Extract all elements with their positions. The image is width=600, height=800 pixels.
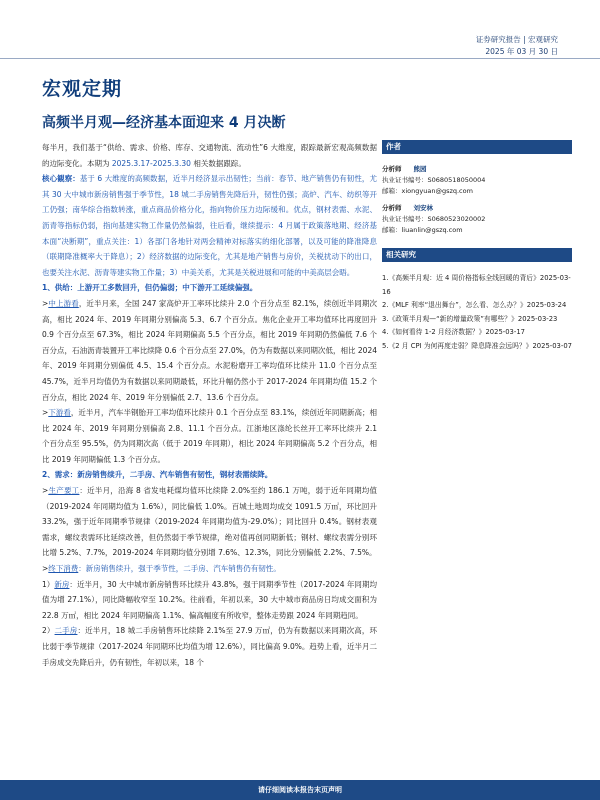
second-hand-text: ：近半月，18 城二手房销售环比续降 2.1%至 27.9 万㎡，仍为有数据以来同期次高，环比弱于季节规律（2017-2024 年同期环比均值为增 12.6%），同比偏高 9.0%。趋势上看，近半月二手房成交先降后升，仍有韧性，年初以来，18 个 (42, 626, 378, 667)
bullet-marker: > (42, 486, 49, 496)
related-item[interactable]: 4.《如何看待 1-2 月经济数据？》2025-03-17 (382, 328, 525, 336)
related-list (382, 272, 572, 353)
related-item[interactable]: 2.《MLF 利率“退出舞台”，怎么看、怎么办？》2025-03-24 (382, 301, 567, 309)
intro-paragraph (42, 140, 377, 171)
footer-disclaimer: 请仔细阅读本报告末页声明 (0, 780, 600, 800)
analyst-email[interactable]: 邮箱：liuanlin@gszq.com (382, 226, 463, 234)
analyst-role: 分析师 (382, 204, 402, 212)
analyst-name: 刘安林 (413, 204, 433, 212)
header-divider (0, 58, 600, 59)
new-home-label: 新房 (54, 579, 70, 589)
intro-date-range: 2025.3.17-2025.3.30 (111, 158, 191, 168)
intro-text-b: 相关数据跟踪。 (190, 158, 246, 168)
series-brand: 宏观定期 (42, 78, 123, 100)
analyst-name: 熊园 (413, 165, 427, 173)
demand-consumption-text: ：新房销售续升，强于季节性，二手房、汽车销售仍有韧性。 (78, 564, 281, 574)
demand-consumption-label: 终下消费 (48, 564, 79, 574)
related-item[interactable]: 5.《2 月 CPI 为何再度走弱？降息降准会远吗？》2025-03-07 (382, 341, 572, 350)
related-item[interactable]: 3.《政策半月观—“新的增量政策”有哪些？》2025-03-23 (382, 314, 558, 323)
analyst-email[interactable]: 邮箱：xiongyuan@gszq.com (382, 187, 473, 195)
demand-production-text: ：近半月，沿海 8 省发电耗煤均值环比续降 2.0%至约 186.1 万吨，弱于近年同期均值（2019-2024 年同期均值为 1.6%），同比偏低 1.0%。百城土地周均成交 1091.5 万㎡，环比回升 33.2%，强于近年同期季节规律（2019-2024 年同期均值为-29.0%）；同比回升 0.4%。钢材表观需求，螺纹表需环比延续改善，但仍然弱于季节规律，绝对值再创同期新低；钢材、螺纹表需分别环比增 5.2%、7.7%，2019-2024 年同期均值分别增 7.6%、12.3%，同比分别偏低 2.2%、7.5%。 (42, 486, 378, 558)
demand-consumption (42, 561, 377, 577)
supply-downstream-text: ，近半月，汽车半钢胎开工率均值环比续升 0.1 个百分点至 83.1%，续创近年同期新高；相比 2024 年、2019 年同期分别偏高 2.8、11.1 个百分点。江浙地区涤纶长丝开工率环比续升 2.1 个百分点至 95.5%，仍为同期次高（低于 2019 年同期），相比 2024 年同期偏高 5.2 个百分点，相比 2019 年同期偏低 1.3 个百分点。 (42, 408, 377, 464)
intro-text-a: 每半月，我们基于“供给、需求、价格、库存、交通物流、流动性”6 大维度，跟踪最新宏观高频数据的边际变化。本期为 (42, 143, 377, 168)
core-observation-text: 基于 6 大维度的高频数据，近半月经济显示出韧性；当前：春节、地产销售仍有韧性，尤其 30 大中城市新房销售强于季节性，18 城二手房销售先降后升，韧性仍强；高炉、汽车、纺织等开工仍强；南华综合指数转涨，重点商品价格分化，指向物价压力边际缓和。优点，钢材表需、水泥、沥青等指标仍弱，指向基建实物工作量仍然偏弱，往后看，继续提示：4 月属于政策落地期、经济基本面“决断期”，重点关注：1）各部门各地针对两会精神对标落实的细化部署，以及可能的降准降息（联期降准概率大于降息）；2）经济数据的边际变化，尤其是地产销售与房价，关税扰动下的出口，也要关注水泥、沥青等建实物工作量；3）中美关系，尤其是关税进展和可能的中美高层会晤。 (42, 174, 377, 277)
bullet-marker: > (42, 408, 49, 418)
bullet-marker: > (42, 298, 49, 308)
demand-production-label: 生产要工 (48, 486, 80, 496)
supply-downstream-label: 下游看 (48, 408, 71, 418)
analyst-block (382, 164, 572, 197)
main-body (42, 140, 377, 670)
analyst-cert: 执业证书编号：S0680518050004 (382, 176, 486, 184)
related-item[interactable]: 1.《高频半月观：近 4 周价格指标全线回暖的背后》2025-03-16 (382, 274, 571, 296)
core-observation-label: 核心観察： (42, 174, 80, 184)
core-observation (42, 171, 377, 280)
supply-downstream (42, 405, 377, 467)
analyst-block (382, 203, 572, 236)
supply-upstream-label: 中上游看 (48, 298, 79, 308)
item-index: 2） (42, 626, 55, 636)
second-hand-label: 二手房 (54, 626, 78, 636)
analyst-cert: 执业证书编号：S0680523020002 (382, 215, 486, 223)
related-title: 相关研究 (382, 248, 572, 262)
report-header (476, 34, 558, 58)
section-heading-demand: 2、需求：新房销售续升，二手房、汽车销售有韧性，钢材表需续降。 (42, 470, 273, 480)
report-date: 2025 年 03 月 30 日 (485, 47, 558, 56)
item-index: 1） (42, 579, 55, 589)
demand-production (42, 483, 377, 561)
demand-second-hand (42, 623, 377, 670)
report-title: 高频半月观—经济基本面迎来 4 月决断 (42, 115, 286, 131)
supply-upstream-text: ，近半月来，全国 247 家高炉开工率环比续升 2.0 个百分点至 82.1%，续创近半同期次高，相比 2024 年、2019 年同期分别偏高 5.3、6.7 个百分点。焦化企业开工率均值环比再度回升 0.9 个百分点至 67.3%，相比 2024 年同期偏高 5.5 个百分点，相比 2019 年同期仍然偏低 7.6 个百分点，石油沥青装置开工率比续降 0.6 个百分点至 27.0%，仍为有数据以来同期次低，相比 2024 年、2019 年同期分别偏低 4.5、15.4 个百分点。水泥粉磨开工率均值环比续升 11.0 个百分点至 45.7%，近半月均值仍为有数据以来同期最低，环比升幅仍然小于 2017-2024 年同期均值 15.2 个百分点，相比 2024 年、2019 年分别偏低 2.7、13.6 个百分点。 (42, 298, 377, 402)
section-heading-supply: 1、供给：上游开工多数回升，但仍偏弱；中下游开工延续偏强。 (42, 283, 258, 293)
authors-title: 作者 (382, 140, 572, 154)
new-home-text: ：近半月，30 大中城市新房销售环比续升 43.8%，强于同期季节性（2017-2024 年同期均值为增 27.1%），同比降幅收窄至 10.2%。往前看，年初以来，30 大中城市商品房日均成交面积为 22.8 万㎡，相比 2024 年同期偏高 1.1%、偏高幅度有所收窄，整体走势跟 2024 年同期趋同。 (42, 579, 377, 620)
report-type: 证券研究报告 | 宏观研究 (475, 35, 558, 44)
demand-new-home (42, 577, 377, 624)
bullet-marker: > (42, 564, 49, 574)
sidebar (382, 140, 572, 353)
analyst-role: 分析师 (382, 165, 402, 173)
supply-upstream (42, 296, 377, 405)
